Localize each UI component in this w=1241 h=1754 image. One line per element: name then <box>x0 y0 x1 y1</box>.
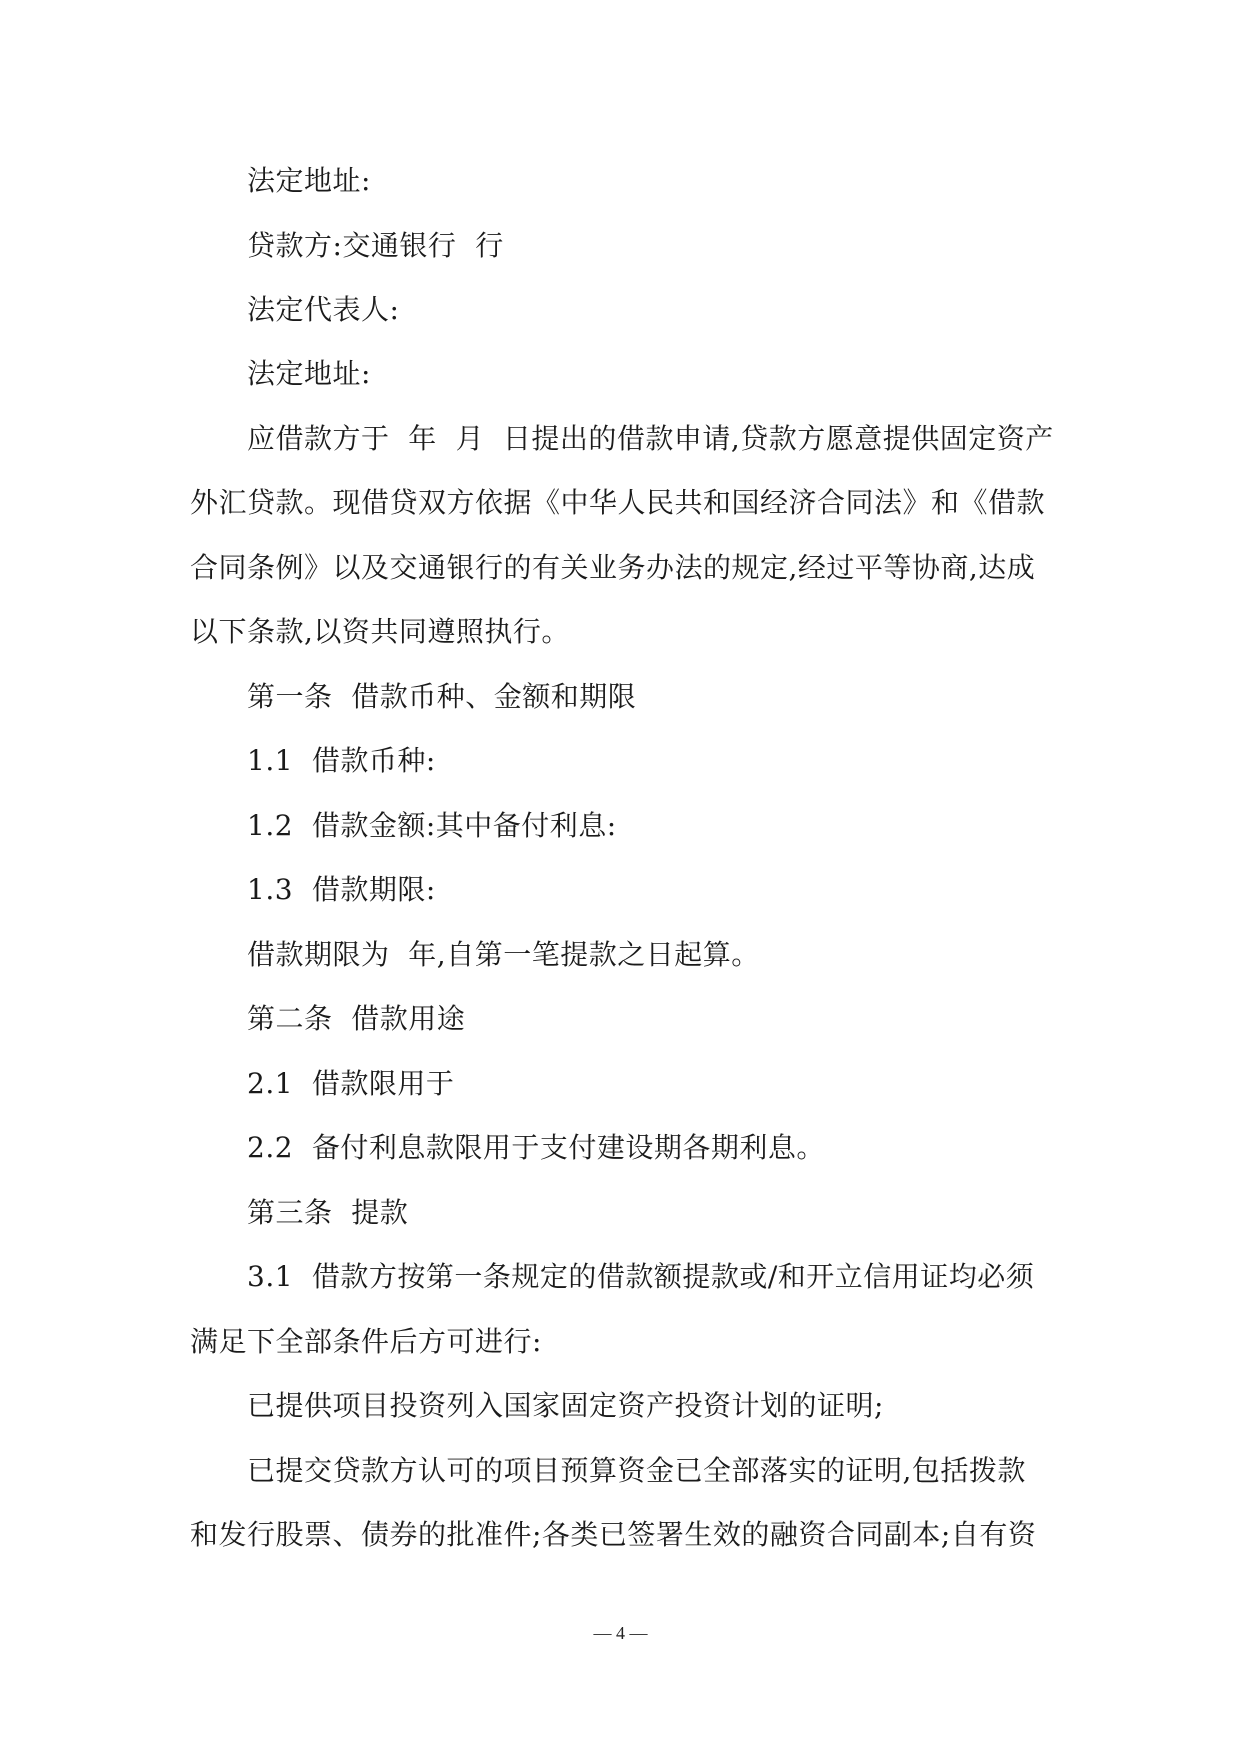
text-line: 已提供项目投资列入国家固定资产投资计划的证明; <box>247 1389 884 1422</box>
text-line: 贷款方:交通银行 行 <box>247 229 504 262</box>
text-line: 外汇贷款。现借贷双方依据《中华人民共和国经济合同法》和《借款 <box>190 486 1046 519</box>
text-line: 应借款方于 年 月 日提出的借款申请,贷款方愿意提供固定资产 <box>247 422 1054 455</box>
text-line: 第一条 借款币种、金额和期限 <box>247 680 637 713</box>
text-line: 已提交贷款方认可的项目预算资金已全部落实的证明,包括拨款 <box>247 1454 1026 1487</box>
text-line: 2.1 借款限用于 <box>247 1067 455 1100</box>
text-line: 第三条 提款 <box>247 1196 409 1229</box>
text-line: 第二条 借款用途 <box>247 1002 466 1035</box>
text-line: 1.1 借款币种: <box>247 744 436 777</box>
text-line: 1.3 借款期限: <box>247 873 436 906</box>
page-number: — 4 — <box>593 1623 648 1643</box>
text-line: 3.1 借款方按第一条规定的借款额提款或/和开立信用证均必须 <box>247 1260 1035 1293</box>
text-line: 满足下全部条件后方可进行: <box>190 1325 542 1358</box>
text-line: 合同条例》以及交通银行的有关业务办法的规定,经过平等协商,达成 <box>190 551 1036 584</box>
text-line: 以下条款,以资共同遵照执行。 <box>190 615 570 648</box>
text-line: 法定地址: <box>247 357 371 390</box>
text-line: 和发行股票、债券的批准件;各类已签署生效的融资合同副本;自有资 <box>190 1518 1037 1551</box>
text-line: 借款期限为 年,自第一笔提款之日起算。 <box>247 938 760 971</box>
text-line: 1.2 借款金额:其中备付利息: <box>247 809 617 842</box>
text-line: 2.2 备付利息款限用于支付建设期各期利息。 <box>247 1131 825 1164</box>
text-line: 法定代表人: <box>247 293 400 326</box>
text-line: 法定地址: <box>247 164 371 197</box>
